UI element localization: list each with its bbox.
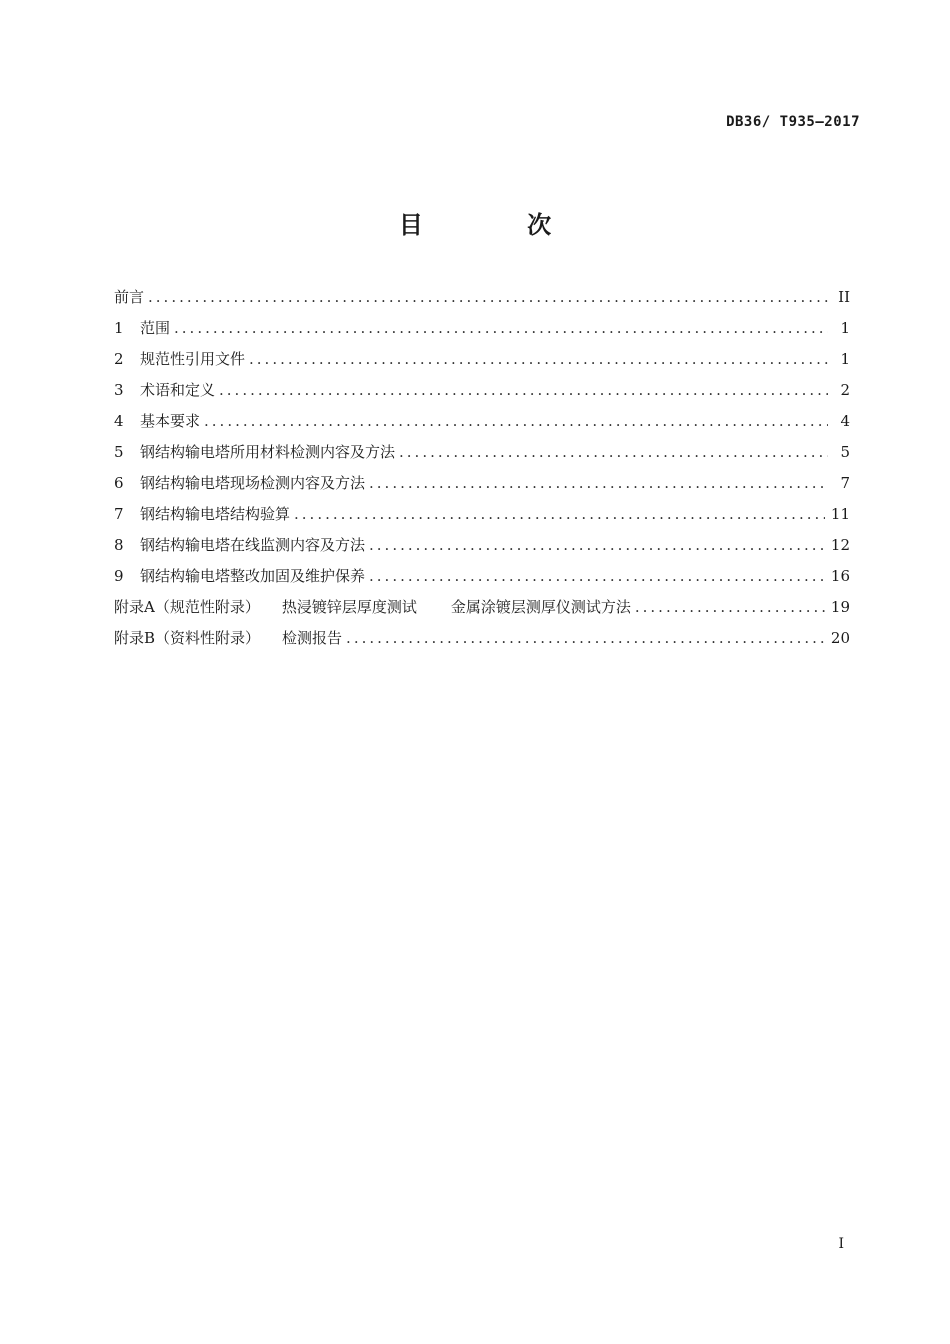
toc-entry-page: 4 (840, 412, 850, 430)
dot-leader (174, 317, 828, 339)
dot-leader (294, 503, 825, 525)
toc-entry-label: 钢结构输电塔在线监测内容及方法 (140, 536, 366, 554)
toc-entry-label: 钢结构输电塔现场检测内容及方法 (140, 474, 366, 492)
toc-entry-number: 5 (114, 443, 124, 461)
dot-leader (369, 534, 825, 556)
appendix-a-designation: 附录A（规范性附录） (114, 598, 260, 616)
toc-entry-foreword[interactable] (114, 286, 850, 317)
toc-entry-page: 16 (830, 567, 850, 585)
toc-entry-label: 基本要求 (140, 412, 201, 430)
document-code: DB36/ T935—2017 (726, 114, 860, 130)
page-title: 目 次 (398, 211, 600, 239)
toc-entry-page: 7 (840, 474, 850, 492)
toc-entry-6[interactable] (114, 472, 850, 503)
toc-entry-5[interactable] (114, 441, 850, 472)
toc-entry-number: 9 (114, 567, 124, 585)
toc-entry-8[interactable] (114, 534, 850, 565)
toc-entry-page: II (838, 288, 850, 306)
toc-entry-appendix-b[interactable] (114, 627, 850, 658)
toc-entry-number: 8 (114, 536, 124, 554)
appendix-b-title: 检测报告 (282, 629, 343, 647)
toc-entry-appendix-a[interactable] (114, 596, 850, 627)
toc-entry-label: 前言 (114, 288, 145, 306)
dot-leader (204, 410, 828, 432)
dot-leader (399, 441, 828, 463)
dot-leader (635, 596, 825, 618)
toc-entry-3[interactable] (114, 379, 850, 410)
toc-entry-9[interactable] (114, 565, 850, 596)
toc-entry-label: 规范性引用文件 (140, 350, 246, 368)
table-of-contents (114, 286, 850, 658)
appendix-b-designation: 附录B（资料性附录） (114, 629, 261, 647)
toc-entry-page: 20 (830, 629, 850, 647)
appendix-a-title-part-1: 热浸镀锌层厚度测试 (281, 598, 417, 616)
dot-leader (369, 565, 825, 587)
toc-entry-number: 6 (114, 474, 124, 492)
dot-leader (346, 627, 825, 649)
dot-leader (249, 348, 828, 370)
toc-entry-label: 钢结构输电塔整改加固及维护保养 (140, 567, 366, 585)
toc-entry-page: 11 (830, 505, 850, 523)
toc-entry-1[interactable] (114, 317, 850, 348)
toc-entry-page: 19 (830, 598, 850, 616)
dot-leader (219, 379, 828, 401)
toc-entry-label (114, 627, 342, 649)
toc-entry-label: 范围 (140, 319, 171, 337)
toc-entry-2[interactable] (114, 348, 850, 379)
page-number: I (838, 1236, 844, 1252)
toc-entry-7[interactable] (114, 503, 850, 534)
toc-entry-label: 术语和定义 (140, 381, 216, 399)
toc-entry-number: 1 (114, 319, 124, 337)
toc-entry-page: 5 (840, 443, 850, 461)
toc-entry-number: 7 (114, 505, 124, 523)
toc-entry-page: 1 (840, 350, 850, 368)
toc-entry-number: 3 (114, 381, 124, 399)
toc-entry-number: 2 (114, 350, 124, 368)
toc-entry-4[interactable] (114, 410, 850, 441)
dot-leader (148, 286, 828, 308)
toc-entry-page: 2 (840, 381, 850, 399)
toc-entry-page: 1 (840, 319, 850, 337)
dot-leader (369, 472, 828, 494)
toc-entry-label: 钢结构输电塔所用材料检测内容及方法 (140, 443, 396, 461)
toc-entry-label (114, 596, 631, 618)
toc-entry-number: 4 (114, 412, 124, 430)
toc-entry-page: 12 (830, 536, 850, 554)
appendix-a-title-part-2: 金属涂镀层测厚仪测试方法 (450, 598, 631, 616)
toc-entry-label: 钢结构输电塔结构验算 (140, 505, 291, 523)
